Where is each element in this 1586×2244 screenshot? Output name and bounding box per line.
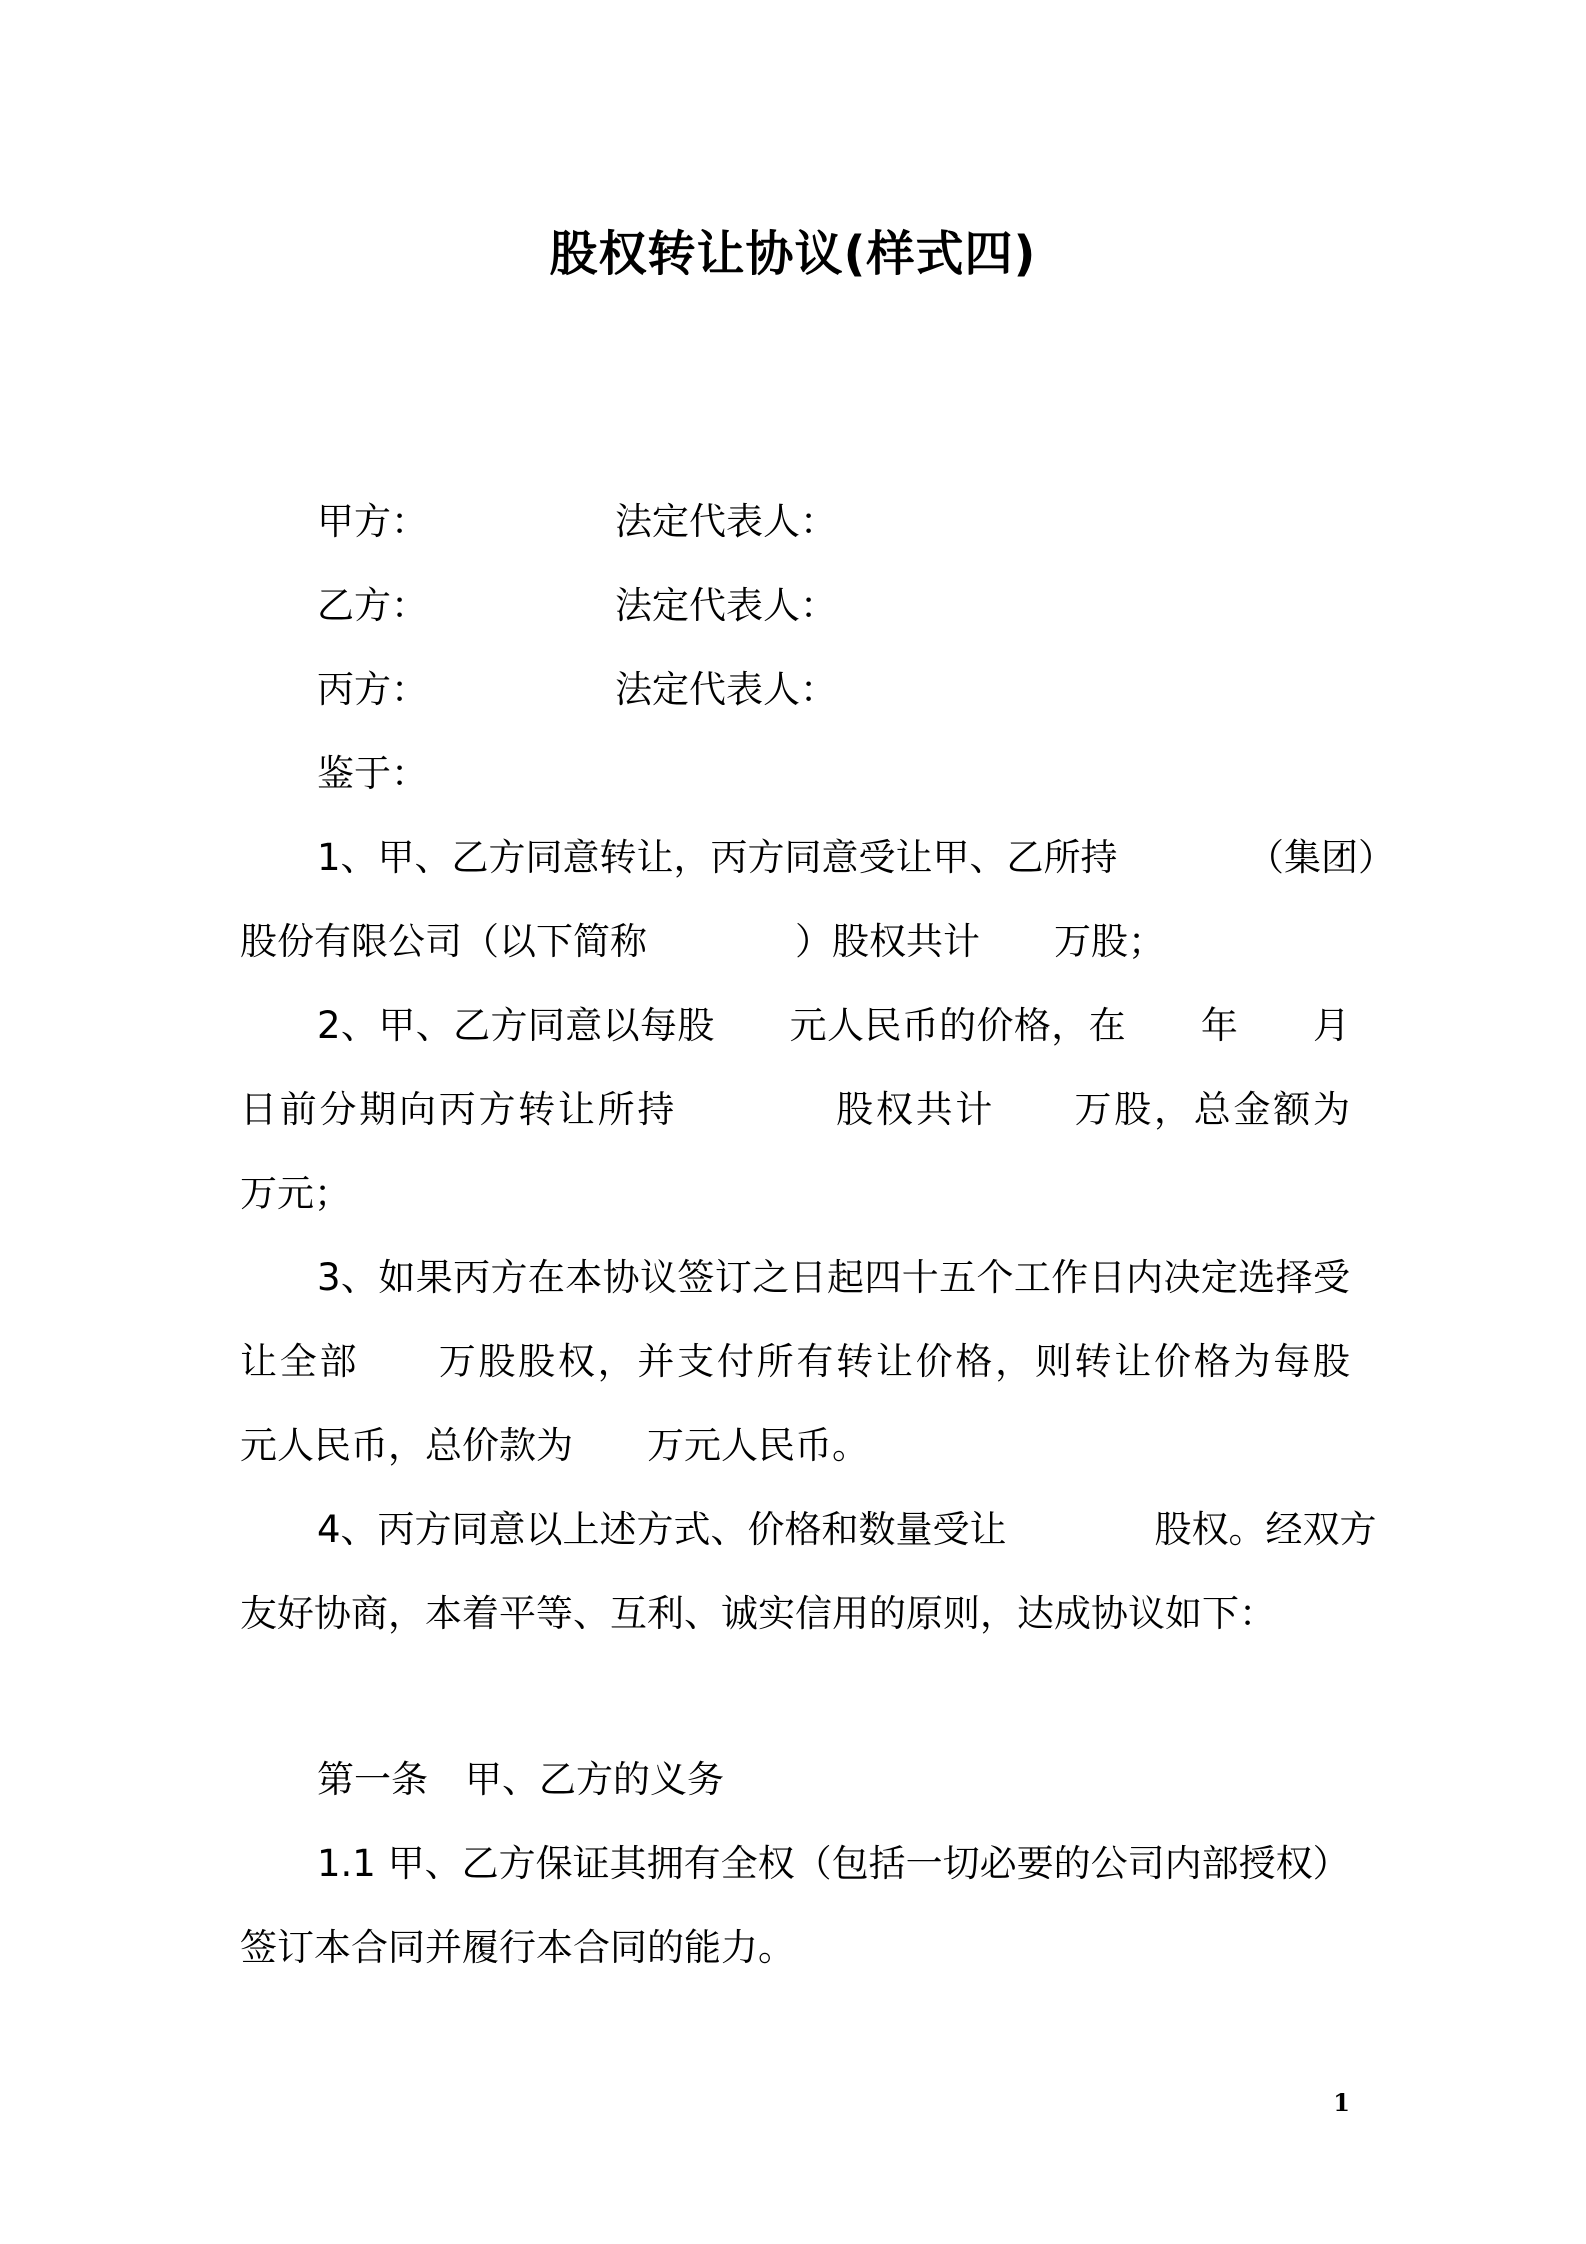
- party-c-rep-label: 法定代表人：: [615, 668, 837, 711]
- party-b-label: 乙方：: [317, 584, 428, 627]
- page-number: 1: [1333, 2088, 1350, 2117]
- article-1-heading: 第一条 甲、乙方的义务: [317, 1758, 724, 1801]
- clause-2-line-1: 2、甲、乙方同意以每股 元人民币的价格，在 年 月: [317, 1004, 1350, 1047]
- clause-3-line-3: 元人民币，总价款为 万元人民币。: [240, 1424, 869, 1467]
- clause-1-line-2: 股份有限公司（以下简称 ）股权共计 万股；: [240, 920, 1165, 963]
- clause-4-line-1: 4、丙方同意以上述方式、价格和数量受让 股权。经双方: [317, 1508, 1377, 1551]
- article-1-1-line-2: 签订本合同并履行本合同的能力。: [240, 1926, 795, 1969]
- party-c-label: 丙方：: [317, 668, 428, 711]
- clause-3-line-2: 让全部 万股股权，并支付所有转让价格，则转让价格为每股: [240, 1340, 1350, 1383]
- article-1-1-line-1: 1.1 甲、乙方保证其拥有全权（包括一切必要的公司内部授权）: [317, 1842, 1350, 1885]
- party-a-label: 甲方：: [317, 500, 428, 543]
- clause-2-line-3: 万元；: [240, 1172, 351, 1215]
- whereas-heading: 鉴于：: [317, 752, 428, 795]
- document-title: 股权转让协议(样式四): [549, 226, 1037, 282]
- clause-2-line-2: 日前分期向丙方转让所持 股权共计 万股，总金额为: [240, 1088, 1350, 1131]
- clause-3-line-1: 3、如果丙方在本协议签订之日起四十五个工作日内决定选择受: [317, 1256, 1350, 1299]
- clause-1-line-1: 1、甲、乙方同意转让，丙方同意受让甲、乙所持 （集团）: [317, 836, 1396, 879]
- party-b-rep-label: 法定代表人：: [615, 584, 837, 627]
- party-a-rep-label: 法定代表人：: [615, 500, 837, 543]
- clause-4-line-2: 友好协商，本着平等、互利、诚实信用的原则，达成协议如下：: [240, 1592, 1276, 1635]
